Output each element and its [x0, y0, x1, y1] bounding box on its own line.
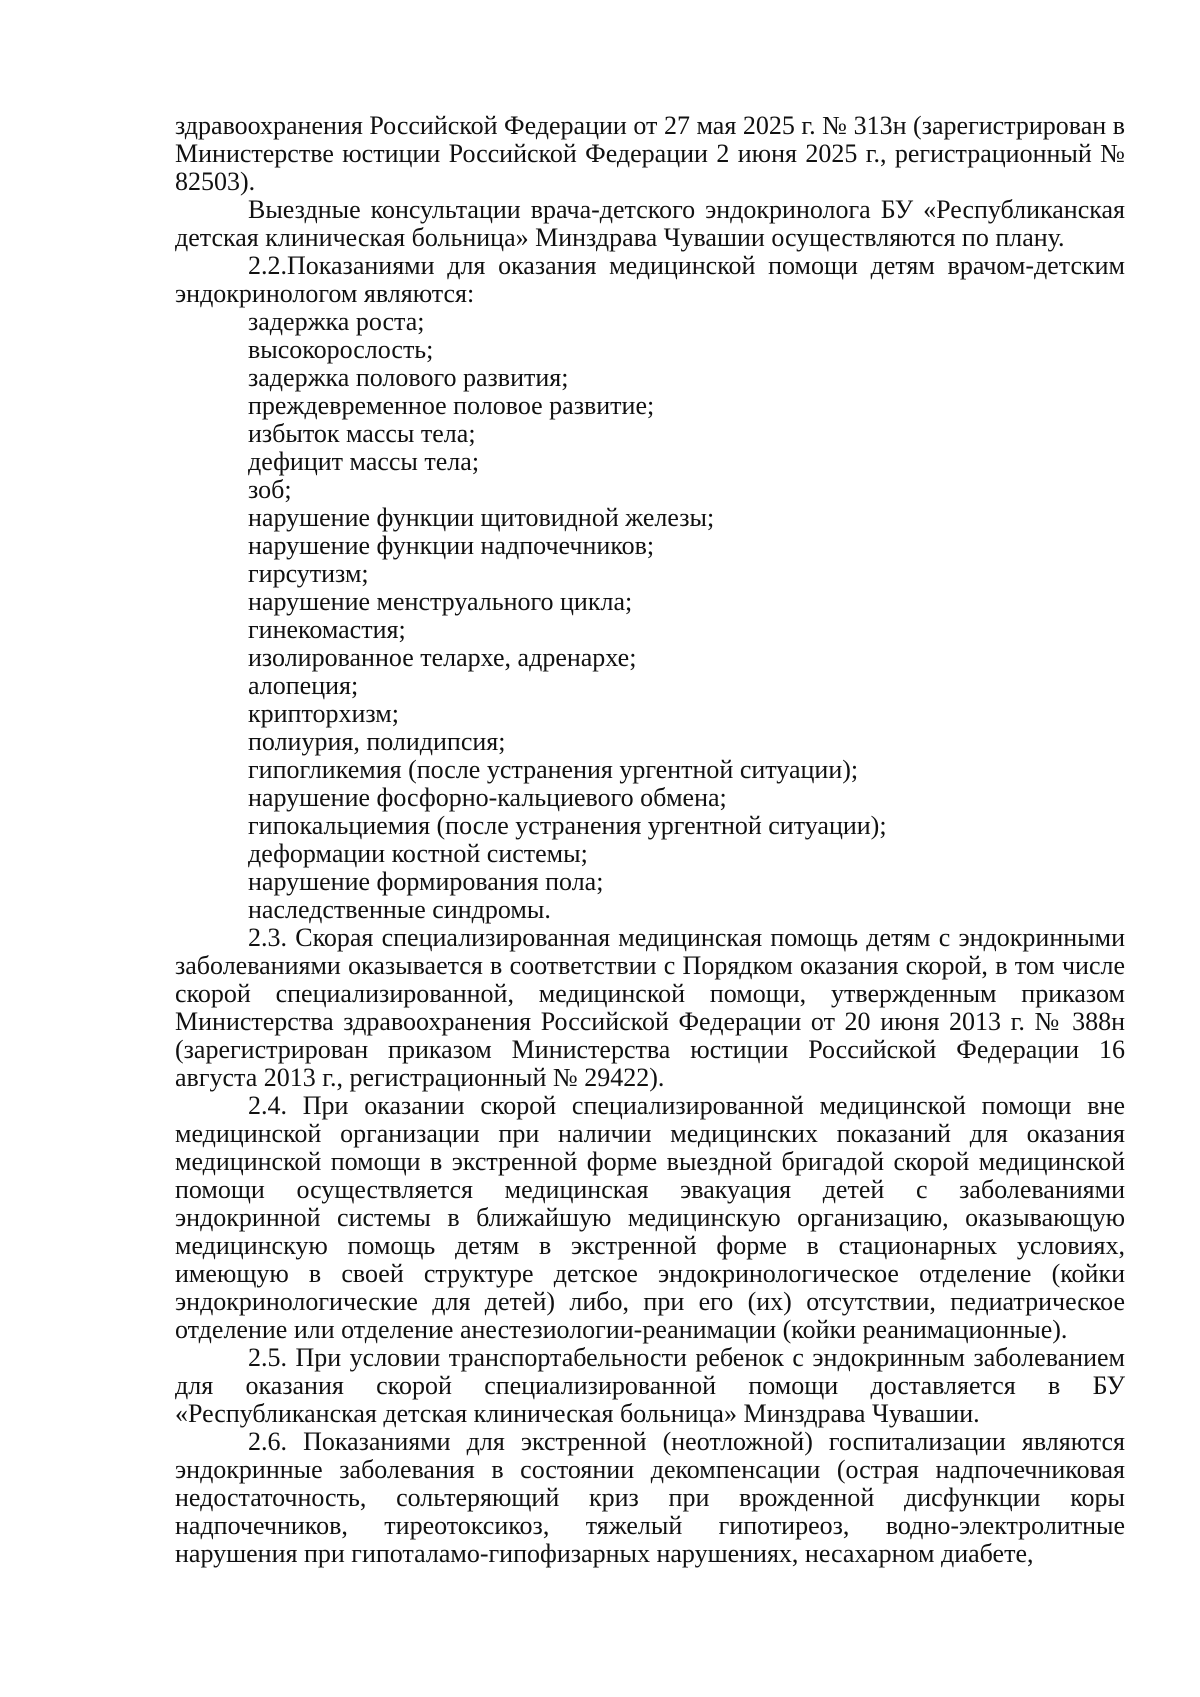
list-item: зоб; [248, 475, 292, 504]
list-item: изолированное телархе, адренархе; [248, 643, 637, 672]
list-item: задержка роста; [248, 307, 425, 336]
list-item: нарушение функции щитовидной железы; [248, 503, 715, 532]
paragraph-field-consultations: Выездные консультации врача-детского эндокринолога БУ «Республиканская детская клиническая больница» Минздрава Чувашии осуществляются по плану. [175, 195, 1125, 252]
list-item: деформации костной системы; [248, 839, 588, 868]
list-item: гипогликемия (после устранения ургентной ситуации); [248, 755, 859, 784]
paragraph-indications-heading: 2.2.Показаниями для оказания медицинской помощи детям врачом-детским эндокринологом являются: [175, 251, 1125, 308]
list-item: задержка полового развития; [248, 363, 569, 392]
paragraph-2-4: 2.4. При оказании скорой специализированной медицинской помощи вне медицинской организации при наличии медицинских показаний для оказания медицинской помощи в экстренной форме выездной бригадой скорой медицинской помощи осуществляется медицинская эвакуация детей с заболеваниями эндокринной системы в ближайшую медицинскую организацию, оказывающую медицинскую помощь детям в экстренной форме в стационарных условиях, имеющую в своей структуре детское эндокринологическое отделение (койки эндокринологические для детей) либо, при его (их) отсутствии, педиатрическое отделение или отделение анестезиологии-реанимации (койки реанимационные). [175, 1091, 1125, 1344]
list-item: нарушение менструального цикла; [248, 587, 633, 616]
list-item: наследственные синдромы. [248, 895, 551, 924]
paragraph-2-3: 2.3. Скорая специализированная медицинская помощь детям с эндокринными заболеваниями оказывается в соответствии с Порядком оказания скорой, в том числе скорой специализированной, медицинской помощи, утвержденным приказом Министерства здравоохранения Российской Федерации от 20 июня 2013 г. № 388н (зарегистрирован приказом Министерства юстиции Российской Федерации 16 августа 2013 г., регистрационный № 29422). [175, 923, 1125, 1092]
indications-list [175, 308, 1125, 924]
list-item: гипокальциемия (после устранения ургентной ситуации); [248, 811, 887, 840]
paragraph-2-5: 2.5. При условии транспортабельности ребенок с эндокринным заболеванием для оказания скорой специализированной помощи доставляется в БУ «Республиканская детская клиническая больница» Минздрава Чувашии. [175, 1343, 1125, 1428]
document-page [175, 112, 1125, 1568]
paragraph-2-6: 2.6. Показаниями для экстренной (неотложной) госпитализации являются эндокринные заболевания в состоянии декомпенсации (острая надпочечниковая недостаточность, сольтеряющий криз при врожденной дисфункции коры надпочечников, тиреотоксикоз, тяжелый гипотиреоз, водно-электролитные нарушения при гипоталамо-гипофизарных нарушениях, несахарном диабете, [175, 1427, 1125, 1568]
paragraph-order-reference: здравоохранения Российской Федерации от 27 мая 2025 г. № 313н (зарегистрирован в Министерстве юстиции Российской Федерации 2 июня 2025 г., регистрационный № 82503). [175, 111, 1125, 196]
list-item: полиурия, полидипсия; [248, 727, 506, 756]
list-item: избыток массы тела; [248, 419, 476, 448]
list-item: преждевременное половое развитие; [248, 391, 655, 420]
list-item: гинекомастия; [248, 615, 406, 644]
list-item: гирсутизм; [248, 559, 369, 588]
list-item: алопеция; [248, 671, 359, 700]
list-item: нарушение фосфорно-кальциевого обмена; [248, 783, 727, 812]
list-item: нарушение формирования пола; [248, 867, 604, 896]
list-item: нарушение функции надпочечников; [248, 531, 655, 560]
list-item: дефицит массы тела; [248, 447, 480, 476]
list-item: крипторхизм; [248, 699, 399, 728]
list-item: высокорослость; [248, 335, 434, 364]
